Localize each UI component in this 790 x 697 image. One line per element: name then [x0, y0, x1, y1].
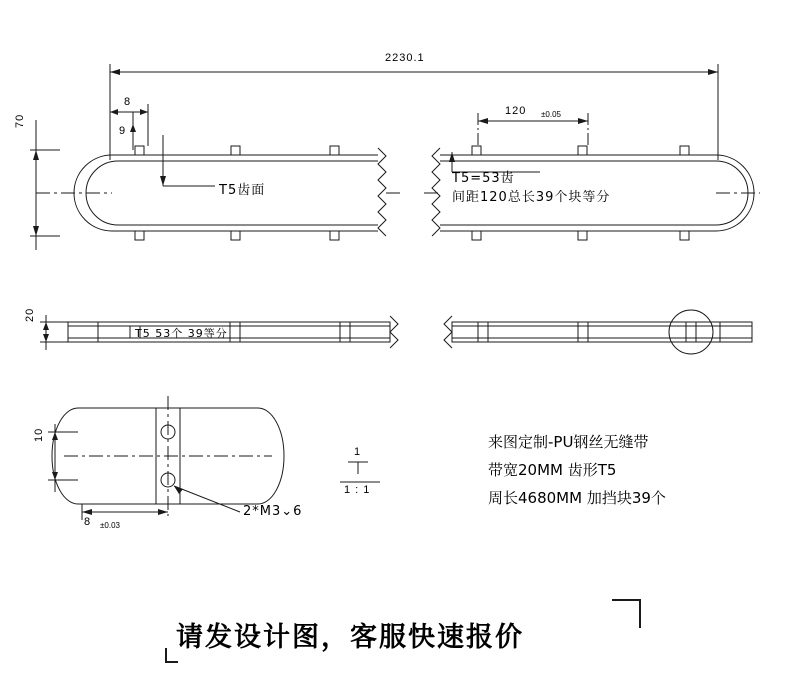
scale-symbol-label: 1 [354, 446, 362, 458]
t5-tooth-face-callout: T5齿面 [219, 183, 266, 198]
right-pitch-tolerance: ±0.05 [541, 110, 561, 119]
right-callout-line-2: 间距120总长39个块等分 [452, 190, 611, 205]
note-line-2: 带宽20MM 齿形T5 [488, 461, 617, 479]
thread-callout: 2*M3⌄6 [243, 504, 303, 519]
detail-base-tolerance: ±0.03 [100, 521, 120, 530]
detail-base-dim: 8 [84, 516, 92, 528]
thickness-dim: 20 [24, 307, 36, 322]
right-callout-line-1: T5=53齿 [452, 171, 515, 186]
left-height-dim: 9 [119, 125, 127, 137]
promo-banner-text: 请发设计图，客服快速报价 [176, 622, 524, 653]
scale-label: 1 : 1 [344, 484, 371, 496]
left-side-dim: 70 [14, 113, 26, 128]
notes-block [488, 428, 666, 512]
detail-width-dim: 10 [33, 427, 45, 442]
left-pitch-dim: 8 [124, 96, 132, 108]
overall-length-dim: 2230.1 [385, 52, 425, 64]
note-line-1: 来图定制-PU钢丝无缝带 [488, 433, 649, 451]
note-line-3: 周长4680MM 加挡块39个 [488, 489, 666, 507]
side-view-label: T5 53个 39等分 [135, 327, 228, 340]
right-pitch-dim: 120 [505, 105, 527, 117]
